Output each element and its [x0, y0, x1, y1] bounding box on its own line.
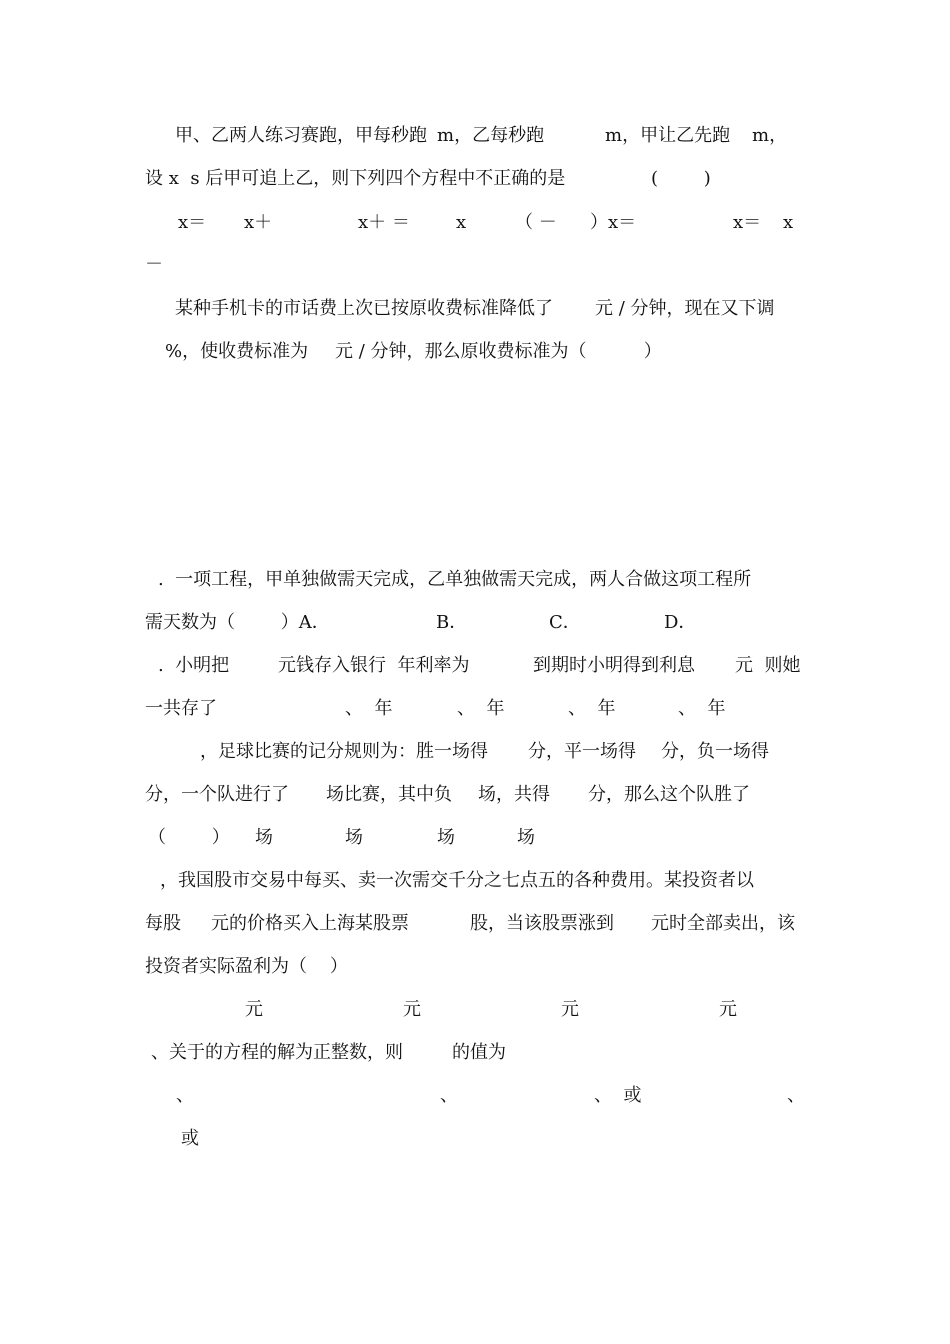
problem-2-text: 元 / 分钟，现在又下调 [595, 298, 775, 319]
problem-1-option: x＝ [178, 212, 207, 233]
problem-5-text: 分，那么这个队胜了 [588, 784, 750, 805]
problem-2-text: %，使收费标准为 [165, 341, 309, 362]
problem-6-text: 投资者实际盈利为（ ） [145, 956, 348, 977]
problem-5-answer-paren: （ ） [148, 827, 230, 848]
problem-4-text: 元钱存入银行 年利率为 [278, 655, 470, 676]
problem-3-text: . 一项工程，甲单独做需天完成，乙单独做需天完成，两人合做这项工程所 [158, 569, 752, 590]
problem-1-text: m，甲让乙先跑 [605, 125, 731, 146]
problem-4-option: 、 年 [568, 698, 616, 719]
problem-2-text: 某种手机卡的市话费上次已按原收费标准降低了 [175, 298, 553, 319]
problem-4-option: 、 年 [457, 698, 505, 719]
problem-5-text: 分，平一场得 [528, 741, 636, 762]
problem-5-text: 场比赛，其中负 [326, 784, 452, 805]
problem-7-option: 、 [176, 1085, 194, 1106]
problem-2-text: 元 / 分钟，那么原收费标准为（ ） [335, 341, 662, 362]
problem-5-option: 场 [437, 827, 455, 848]
problem-6-text: 元的价格买入上海某股票 [211, 913, 409, 934]
problem-6-text: 每股 [145, 913, 181, 934]
problem-1-option: x [783, 212, 794, 233]
problem-6-option: 元 [403, 999, 421, 1020]
problem-1-option: x＋ [244, 212, 273, 233]
problem-7-option: 或 [181, 1128, 199, 1149]
problem-1-text: 甲、乙两人练习赛跑，甲每秒跑 [175, 125, 427, 146]
problem-4-option: 、 年 [678, 698, 726, 719]
problem-1-text: m， [752, 125, 788, 146]
problem-1-answer-paren: ( ) [651, 168, 711, 189]
problem-6-option: 元 [561, 999, 579, 1020]
problem-3-text: 需天数为（ ）A． [145, 612, 330, 633]
problem-5-text: 分，一个队进行了 [145, 784, 289, 805]
problem-4-option: 、 年 [345, 698, 393, 719]
problem-4-text: 到期时小明得到利息 [533, 655, 695, 676]
problem-1-option: － [145, 254, 163, 275]
problem-3-option: B． [436, 612, 468, 633]
problem-5-text: 分，负一场得 [661, 741, 769, 762]
problem-7-option: 、 [440, 1085, 458, 1106]
problem-3-option: C． [549, 612, 581, 633]
problem-6-text: 股，当该股票涨到 [470, 913, 614, 934]
problem-1-option: x [456, 212, 467, 233]
problem-5-text: 场，共得 [478, 784, 550, 805]
problem-7-option: 、 或 [594, 1085, 642, 1106]
problem-1-option: x＝ [733, 212, 762, 233]
problem-3-option: D． [664, 612, 697, 633]
problem-5-text: ，足球比赛的记分规则为：胜一场得 [200, 741, 488, 762]
problem-4-text: . 小明把 [158, 655, 230, 676]
problem-6-option: 元 [719, 999, 737, 1020]
problem-6-text: ，我国股市交易中每买、卖一次需交千分之七点五的各种费用。某投资者以 [160, 870, 754, 891]
problem-6-option: 元 [245, 999, 263, 1020]
problem-5-option: 场 [255, 827, 273, 848]
problem-6-text: 元时全部卖出，该 [651, 913, 795, 934]
problem-1-text: 设 x s 后甲可追上乙，则下列四个方程中不正确的是 [145, 168, 566, 189]
problem-7-option: 、 [787, 1085, 805, 1106]
problem-7-text: 的值为 [452, 1042, 506, 1063]
problem-1-option: x＋ ＝ [358, 212, 410, 233]
problem-5-option: 场 [517, 827, 535, 848]
problem-4-text: 一共存了 [145, 698, 217, 719]
problem-1-option: （ － [515, 212, 557, 233]
problem-7-text: 、关于的方程的解为正整数，则 [151, 1042, 403, 1063]
problem-1-text: m，乙每秒跑 [437, 125, 545, 146]
problem-1-option: ）x＝ [590, 212, 637, 233]
problem-4-text: 元 则她 [735, 655, 801, 676]
problem-5-option: 场 [345, 827, 363, 848]
